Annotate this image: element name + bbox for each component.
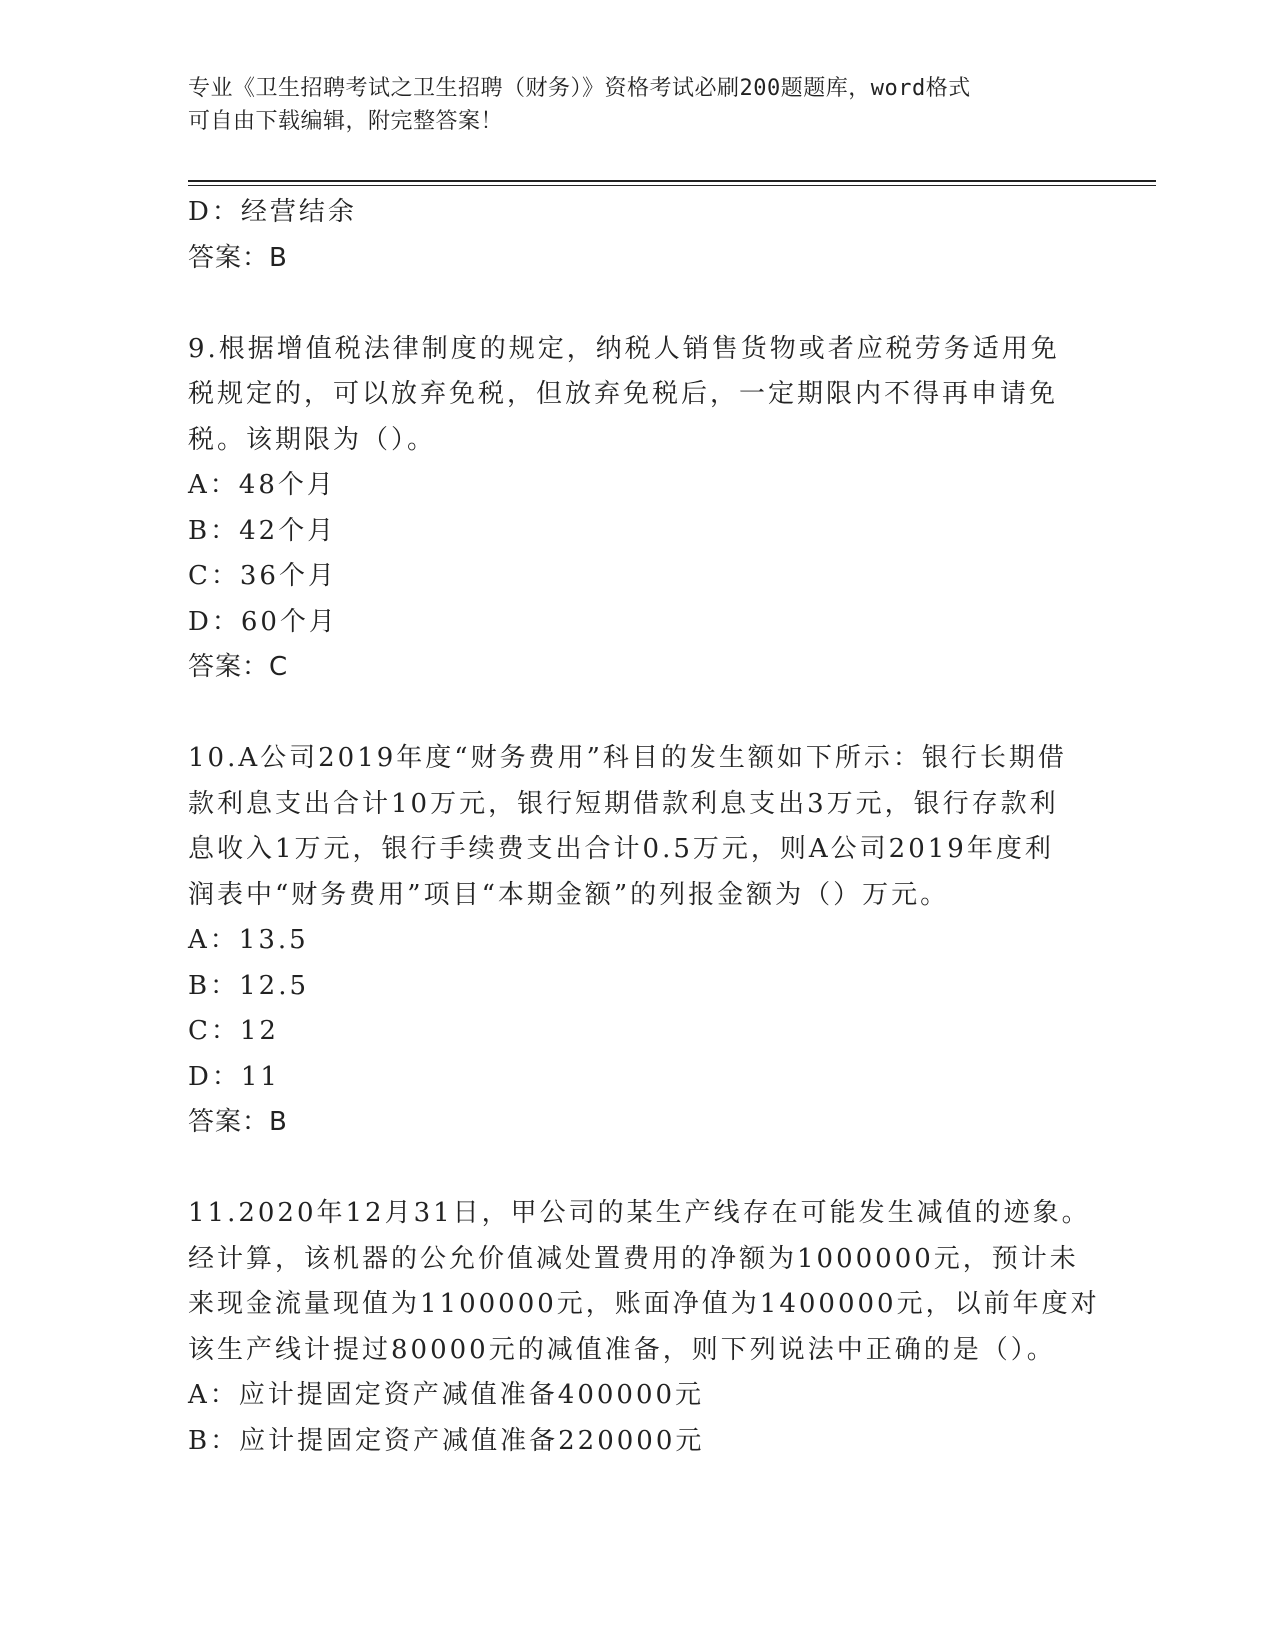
header-title-line-1: 专业《卫生招聘考试之卫生招聘（财务）》资格考试必刷200题题库，word格式 (188, 76, 971, 101)
question-text-line: 来现金流量现值为1100000元，账面净值为1400000元，以前年度对 (188, 1289, 1100, 1319)
option-d: D：60个月 (188, 606, 338, 637)
question-9 (188, 327, 1088, 691)
question-11 (188, 1191, 1100, 1464)
question-text-line: 税规定的，可以放弃免税，但放弃免税后，一定期限内不得再申请免 (188, 379, 1059, 409)
previous-question-tail (188, 190, 1088, 281)
question-10 (188, 736, 1088, 1146)
question-text-line: 款利息支出合计10万元，银行短期借款利息支出3万元，银行存款利 (188, 788, 1059, 819)
option-d: D：11 (188, 1061, 280, 1092)
question-list (188, 190, 1100, 1464)
question-text-line: 11.2020年12月31日，甲公司的某生产线存在可能发生减值的迹象。 (188, 1198, 1091, 1228)
question-text-line: 10.A公司2019年度“财务费用”科目的发生额如下所示：银行长期借 (188, 743, 1067, 773)
answer-line: 答案：C (188, 652, 289, 682)
spacer (188, 281, 1088, 327)
option-c: C：36个月 (188, 561, 337, 591)
question-text-line: 税。该期限为（）。 (188, 424, 437, 455)
option-a: A：应计提固定资产减值准备400000元 (188, 1380, 705, 1410)
option-a: A：13.5 (188, 925, 309, 955)
answer-line: 答案：B (188, 1107, 288, 1137)
answer-line: 答案：B (188, 242, 288, 273)
option-b: B：12.5 (188, 970, 309, 1001)
header-divider-thin (188, 185, 1156, 186)
question-text-line: 经计算，该机器的公允价值减处置费用的净额为1000000元，预计未 (188, 1243, 1079, 1274)
header-title-line-2: 可自由下载编辑，附完整答案！ (188, 109, 504, 134)
question-text-line: 9.根据增值税法律制度的规定，纳税人销售货物或者应税劳务适用免 (188, 333, 1060, 364)
question-text-line: 该生产线计提过80000元的减值准备，则下列说法中正确的是（）。 (188, 1334, 1056, 1365)
header-divider-thick (188, 180, 1156, 182)
spacer (188, 691, 1088, 737)
option-c: C：12 (188, 1016, 279, 1046)
question-text-line: 息收入1万元，银行手续费支出合计0.5万元，则A公司2019年度利 (188, 834, 1054, 864)
option-a: A：48个月 (188, 470, 336, 500)
page-header (188, 72, 1068, 138)
question-text-line: 润表中“财务费用”项目“本期金额”的列报金额为（）万元。 (188, 879, 950, 910)
option-b: B：应计提固定资产减值准备220000元 (188, 1425, 705, 1456)
option-b: B：42个月 (188, 515, 337, 546)
option-d: D：经营结余 (188, 197, 357, 227)
spacer (188, 1146, 1088, 1192)
